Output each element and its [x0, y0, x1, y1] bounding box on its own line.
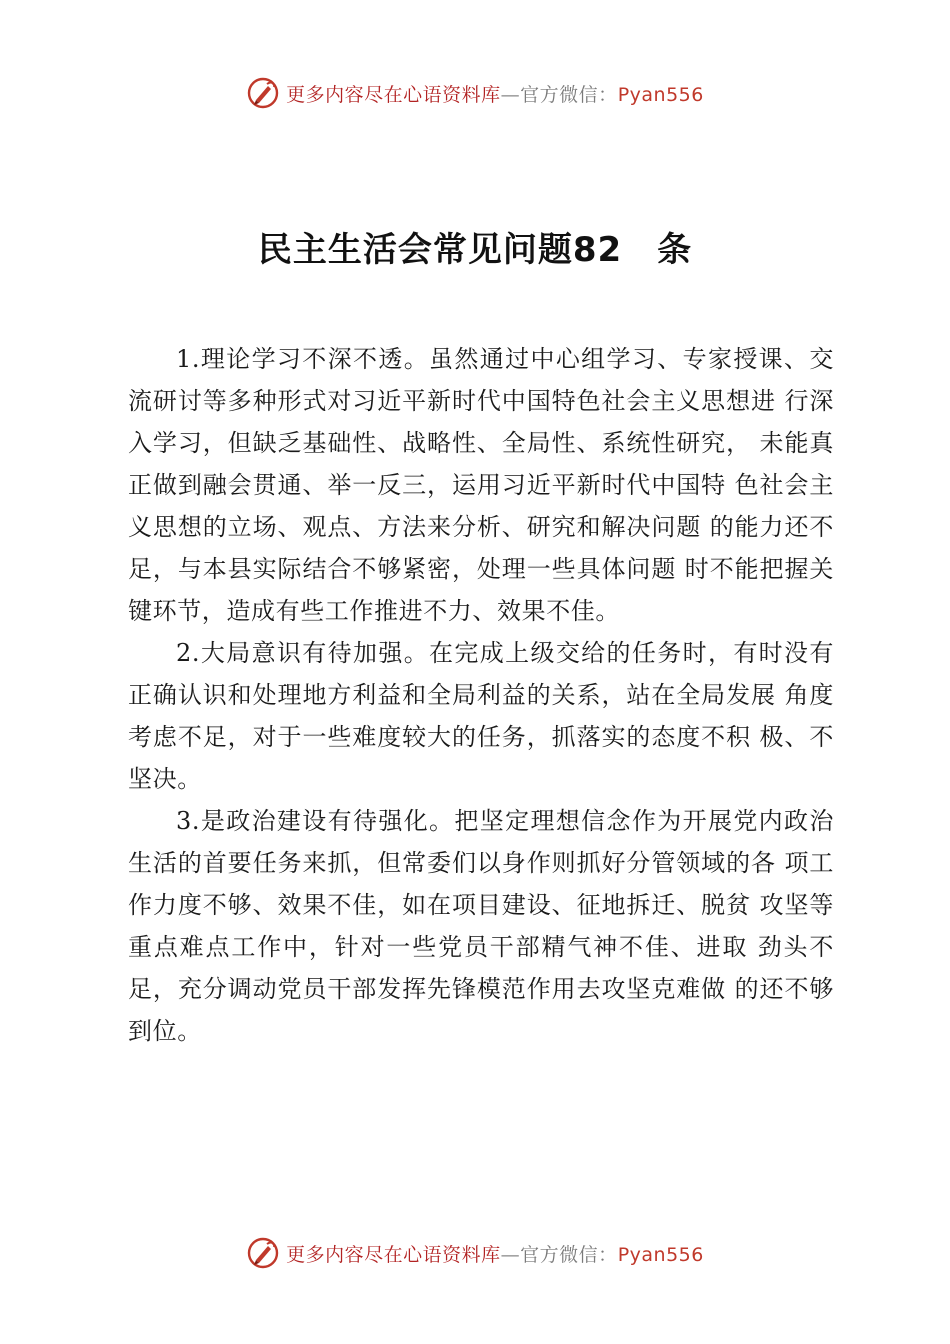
paragraph-2: 2.大局意识有待加强。在完成上级交给的任务时，有时没有正确认识和处理地方利益和全局利益的关系，站在全局发展 角度考虑不足，对于一些难度较大的任务，抓落实的态度不积 极、不坚决。 [128, 639, 834, 793]
paragraph-3: 3.是政治建设有待强化。把坚定理想信念作为开展党内政治生活的首要任务来抓，但常委们以身作则抓好分管领域的各 项工作力度不够、效果不佳，如在项目建设、征地拆迁、脱贫 攻坚等重点难点工作中，针对一些党员干部精气神不佳、进取 劲头不足，充分调动党员干部发挥先锋模范作用去攻坚克难做 的还不够到位。 [128, 807, 834, 1045]
banner-text [286, 80, 704, 107]
pen-logo-icon [246, 76, 280, 110]
banner-contact-label: 官方微信： [520, 1243, 618, 1266]
banner-text [286, 1240, 704, 1267]
banner-main-text: 更多内容尽在心语资料库 [286, 1243, 501, 1266]
document-title: 民主生活会常见问题82 条 [257, 230, 693, 270]
pen-logo-icon [246, 1236, 280, 1270]
banner-separator: — [500, 1243, 521, 1266]
paragraph-1: 1.理论学习不深不透。虽然通过中心组学习、专家授课、交流研讨等多种形式对习近平新时代中国特色社会主义思想进 行深入学习，但缺乏基础性、战略性、全局性、系统性研究， 未能真正做到融会贯通、举一反三，运用习近平新时代中国特 色社会主义思想的立场、观点、方法来分析、研究和解决问题 的能力还不足，与本县实际结合不够紧密，处理一些具体问题 时不能把握关键环节，造成有些工作推进不力、效果不佳。 [128, 345, 834, 625]
banner-separator: — [500, 83, 521, 106]
document-body [128, 338, 834, 1052]
banner-wechat-id: Pyan556 [617, 1243, 704, 1266]
banner-contact-label: 官方微信： [520, 83, 618, 106]
header-banner [0, 73, 950, 113]
footer-banner [0, 1233, 950, 1273]
banner-wechat-id: Pyan556 [617, 83, 704, 106]
banner-main-text: 更多内容尽在心语资料库 [286, 83, 501, 106]
